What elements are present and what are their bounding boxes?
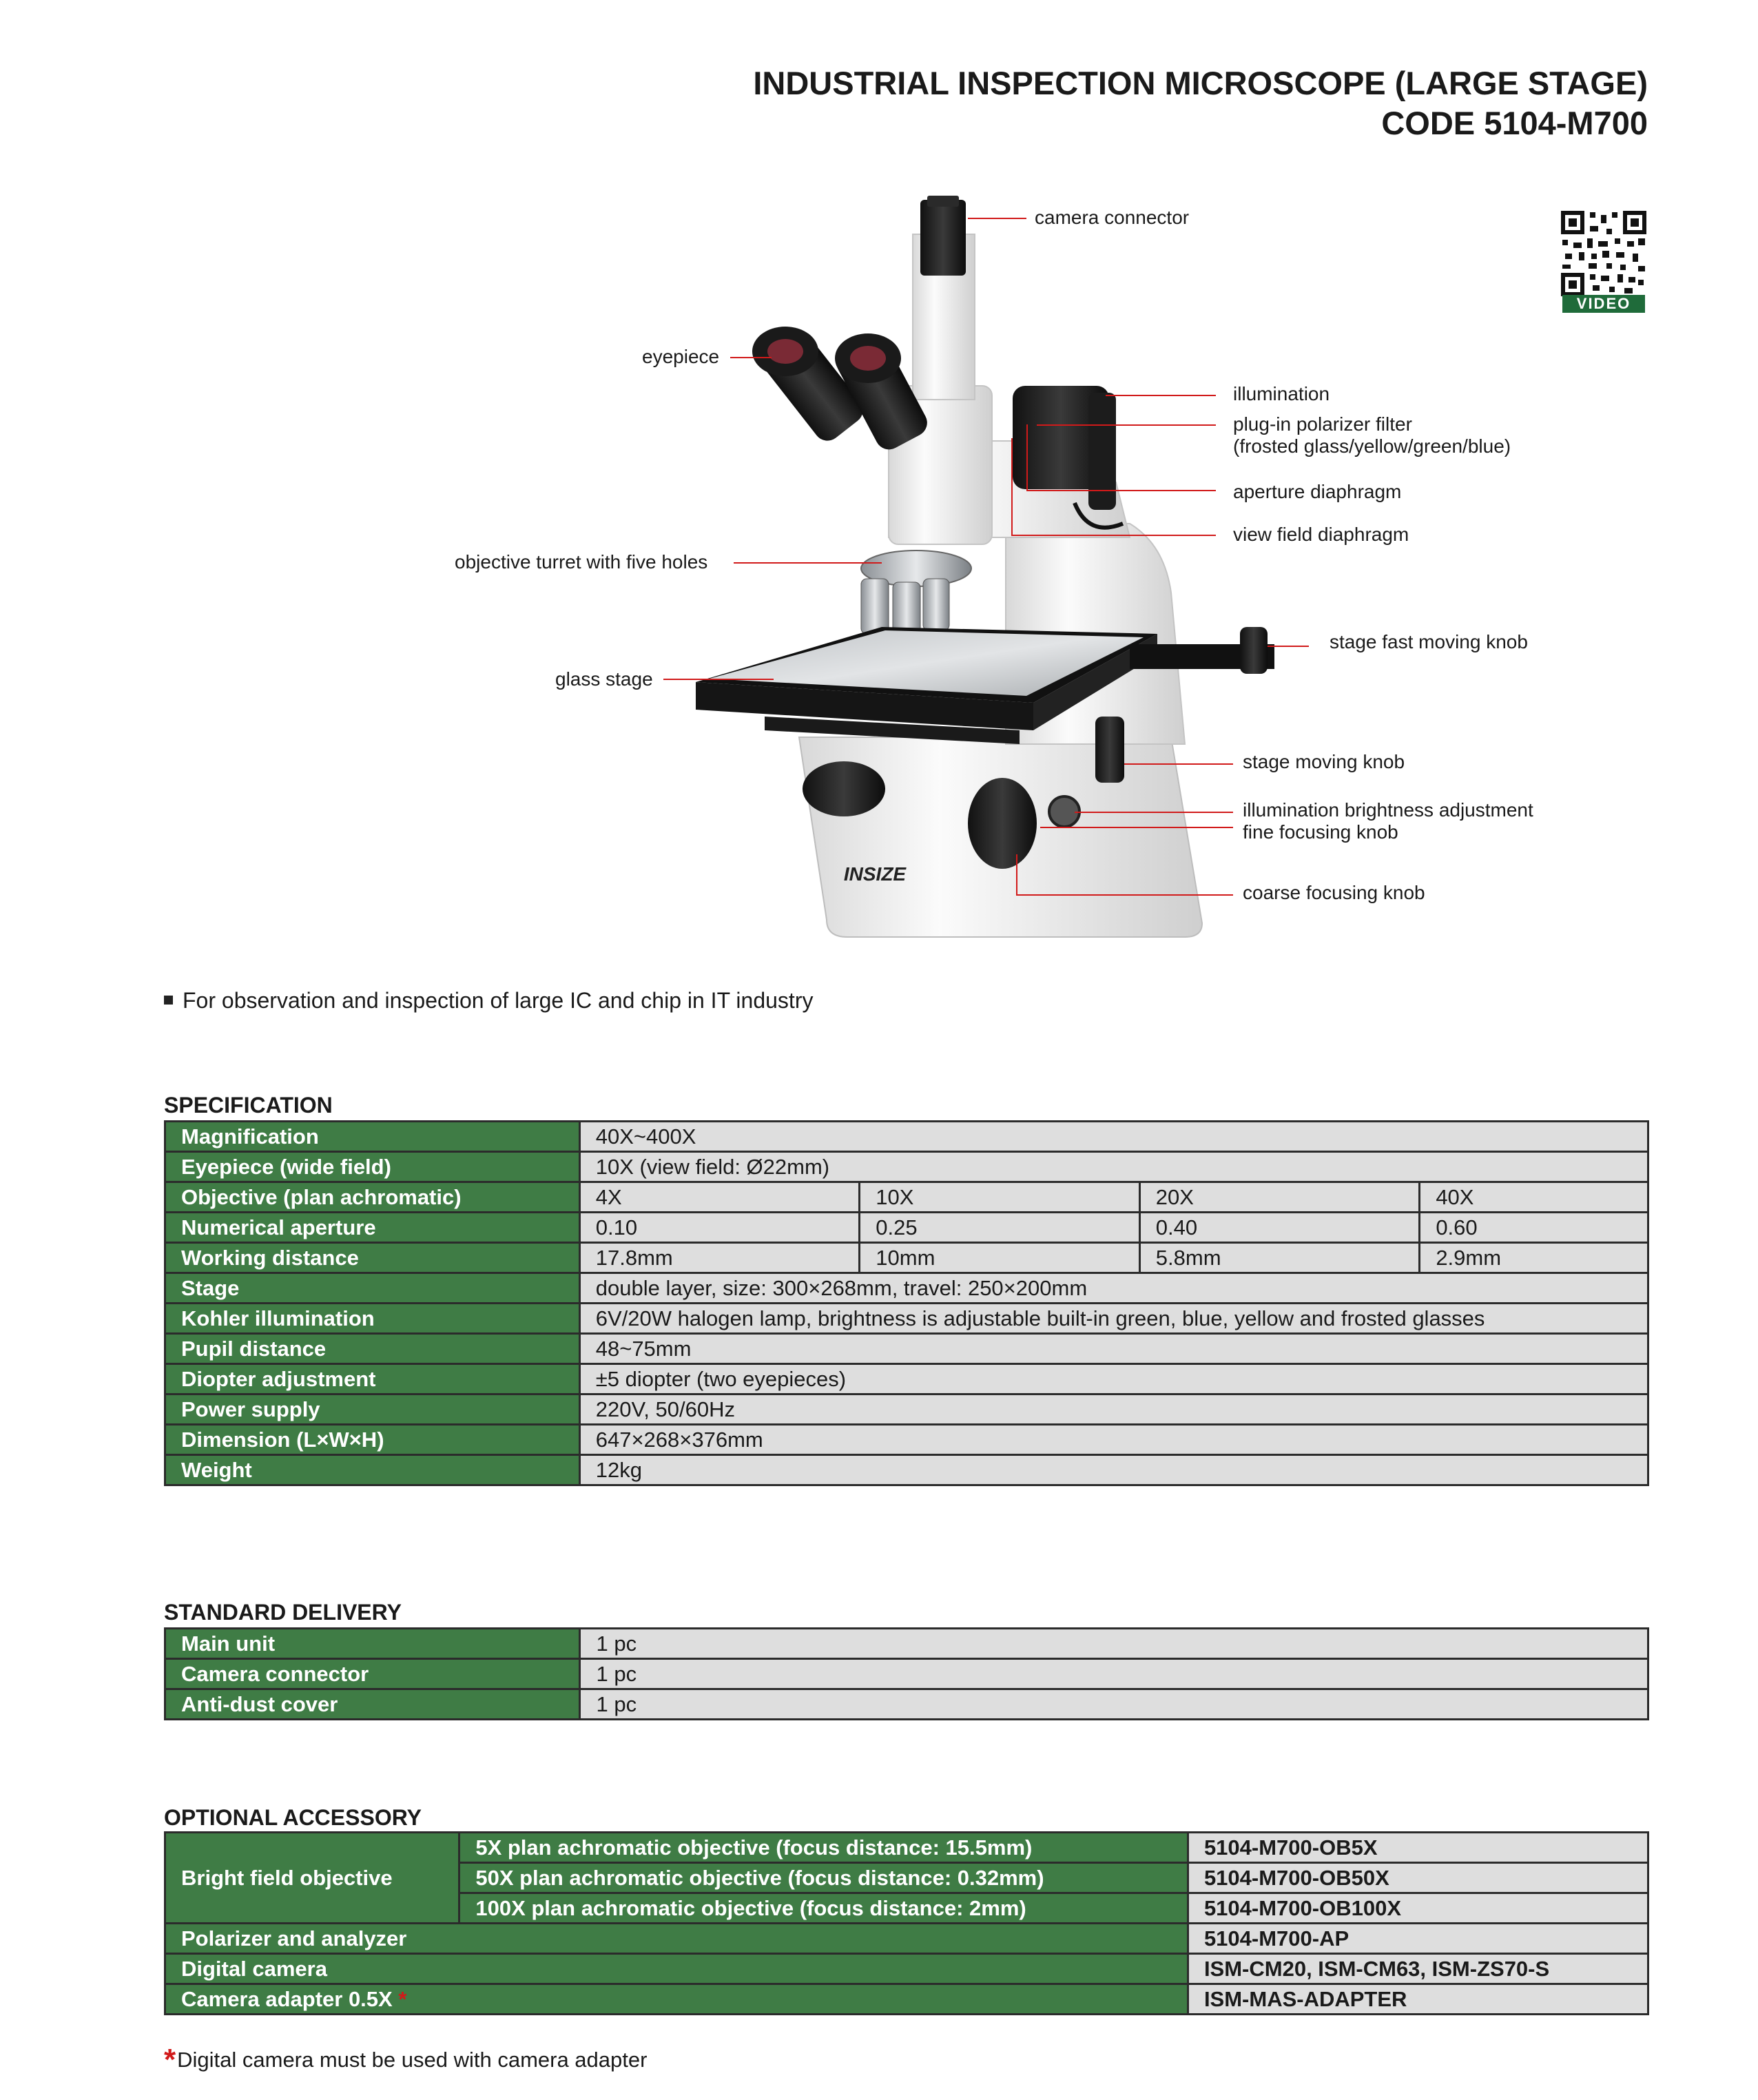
optional-table: [164, 1831, 1649, 2015]
spec-label: Objective (plan achromatic): [165, 1182, 580, 1213]
delivery-label: Anti-dust cover: [165, 1689, 580, 1720]
table-row: [165, 1304, 1648, 1334]
accessory-label: Digital camera: [165, 1954, 1188, 1984]
spec-label: Working distance: [165, 1243, 580, 1273]
spec-value: 0.10: [579, 1213, 860, 1243]
coarse-focus-knob: [968, 778, 1037, 869]
stage-moving-knob: [1095, 717, 1124, 783]
callout-glass-stage: glass stage: [555, 668, 653, 690]
spec-value: double layer, size: 300×268mm, travel: 250×200mm: [579, 1273, 1648, 1304]
callout-turret: objective turret with five holes: [455, 551, 708, 573]
spec-value: 4X: [579, 1182, 860, 1213]
footnote: [164, 2043, 648, 2077]
footnote-text: Digital camera must be used with camera adapter: [177, 2048, 648, 2072]
callout-eyepiece: eyepiece: [642, 346, 720, 367]
table-row: [165, 1213, 1648, 1243]
bright-field-label: Bright field objective: [165, 1833, 459, 1924]
spec-label: Power supply: [165, 1394, 580, 1425]
microscope-figure: [0, 0, 1758, 965]
spec-label: Diopter adjustment: [165, 1364, 580, 1394]
spec-value: 40X~400X: [579, 1122, 1648, 1152]
spec-label: Stage: [165, 1273, 580, 1304]
accessory-code: 5104-M700-OB5X: [1188, 1833, 1648, 1863]
feature-bullet: [164, 987, 813, 1014]
accessory-label: Camera adapter 0.5X: [181, 1987, 393, 2011]
table-row: [165, 1924, 1648, 1954]
accessory-desc: 100X plan achromatic objective (focus distance: 2mm): [459, 1893, 1188, 1924]
table-row: [165, 1182, 1648, 1213]
callout-fine-focus: fine focusing knob: [1243, 821, 1398, 843]
table-row: [165, 1152, 1648, 1182]
product-code: CODE 5104-M700: [1381, 105, 1648, 141]
callout-stage-moving: stage moving knob: [1243, 751, 1405, 772]
callout-view-field: view field diaphragm: [1233, 524, 1409, 545]
left-focus-knob: [803, 761, 885, 816]
stage-fast-knob: [1240, 627, 1268, 674]
spec-label: Magnification: [165, 1122, 580, 1152]
table-row: [165, 1984, 1648, 2015]
spec-value: 10X: [860, 1182, 1140, 1213]
callout-polarizer: plug-in polarizer filter: [1233, 413, 1412, 435]
delivery-qty: 1 pc: [580, 1629, 1648, 1659]
accessory-desc: 5X plan achromatic objective (focus distance: 15.5mm): [459, 1833, 1188, 1863]
spec-value: 5.8mm: [1139, 1243, 1420, 1273]
delivery-label: Main unit: [165, 1629, 580, 1659]
spec-value: 10mm: [860, 1243, 1140, 1273]
spec-value: 10X (view field: Ø22mm): [579, 1152, 1648, 1182]
callout-illumination: illumination: [1233, 383, 1330, 404]
spec-value: 48~75mm: [579, 1334, 1648, 1364]
callout-stage-fast: stage fast moving knob: [1330, 631, 1528, 652]
callout-aperture: aperture diaphragm: [1233, 481, 1402, 502]
callout-polarizer-detail: (frosted glass/yellow/green/blue): [1233, 435, 1511, 457]
spec-value: 0.40: [1139, 1213, 1420, 1243]
spec-value: 17.8mm: [579, 1243, 860, 1273]
asterisk-mark: *: [398, 1987, 407, 2011]
delivery-table: [164, 1627, 1649, 1720]
delivery-qty: 1 pc: [580, 1689, 1648, 1720]
table-row: [165, 1689, 1648, 1720]
accessory-label-cell: [165, 1984, 1188, 2015]
spec-label: Kohler illumination: [165, 1304, 580, 1334]
camera-connector: [920, 200, 966, 276]
accessory-label: Polarizer and analyzer: [165, 1924, 1188, 1954]
table-row: [165, 1954, 1648, 1984]
spec-value: 0.25: [860, 1213, 1140, 1243]
accessory-code: 5104-M700-OB50X: [1188, 1863, 1648, 1893]
accessory-code: 5104-M700-OB100X: [1188, 1893, 1648, 1924]
delivery-title: STANDARD DELIVERY: [164, 1600, 402, 1625]
table-row: [165, 1659, 1648, 1689]
callout-coarse-focus: coarse focusing knob: [1243, 882, 1425, 903]
spec-value: 647×268×376mm: [579, 1425, 1648, 1455]
optional-title: OPTIONAL ACCESSORY: [164, 1805, 422, 1830]
spec-value: 220V, 50/60Hz: [579, 1394, 1648, 1425]
spec-value: 0.60: [1420, 1213, 1648, 1243]
table-row: [165, 1334, 1648, 1364]
spec-label: Dimension (L×W×H): [165, 1425, 580, 1455]
spec-title: SPECIFICATION: [164, 1093, 333, 1118]
table-row: [165, 1394, 1648, 1425]
delivery-label: Camera connector: [165, 1659, 580, 1689]
qr-video-label: VIDEO: [1562, 295, 1645, 313]
table-row: [165, 1364, 1648, 1394]
eyepieces: [752, 325, 932, 454]
accessory-code: 5104-M700-AP: [1188, 1924, 1648, 1954]
spec-value: ±5 diopter (two eyepieces): [579, 1364, 1648, 1394]
qr-code[interactable]: [1561, 211, 1646, 296]
callout-brightness: illumination brightness adjustment: [1243, 799, 1533, 821]
spec-value: 20X: [1139, 1182, 1420, 1213]
accessory-code: ISM-CM20, ISM-CM63, ISM-ZS70-S: [1188, 1954, 1648, 1984]
table-row: [165, 1629, 1648, 1659]
table-row: [165, 1243, 1648, 1273]
spec-value: 12kg: [579, 1455, 1648, 1485]
accessory-desc: 50X plan achromatic objective (focus distance: 0.32mm): [459, 1863, 1188, 1893]
spec-value: 40X: [1420, 1182, 1648, 1213]
spec-table: [164, 1120, 1649, 1486]
glass-stage: [696, 627, 1274, 744]
accessory-code: ISM-MAS-ADAPTER: [1188, 1984, 1648, 2015]
callout-camera-connector: camera connector: [1035, 207, 1190, 228]
spec-label: Pupil distance: [165, 1334, 580, 1364]
bullet-square-icon: [164, 996, 173, 1005]
table-row: [165, 1273, 1648, 1304]
table-row: [165, 1425, 1648, 1455]
delivery-qty: 1 pc: [580, 1659, 1648, 1689]
spec-value: 2.9mm: [1420, 1243, 1648, 1273]
footnote-asterisk: *: [164, 2043, 176, 2077]
page-title: INDUSTRIAL INSPECTION MICROSCOPE (LARGE STAGE): [753, 65, 1648, 101]
spec-label: Numerical aperture: [165, 1213, 580, 1243]
feature-text: For observation and inspection of large IC and chip in IT industry: [183, 988, 814, 1013]
spec-value: 6V/20W halogen lamp, brightness is adjustable built-in green, blue, yellow and frosted glasses: [579, 1304, 1648, 1334]
table-row: [165, 1455, 1648, 1485]
brand-logo: INSIZE: [843, 863, 907, 885]
table-row: [165, 1833, 1648, 1863]
spec-label: Eyepiece (wide field): [165, 1152, 580, 1182]
spec-label: Weight: [165, 1455, 580, 1485]
table-row: [165, 1122, 1648, 1152]
